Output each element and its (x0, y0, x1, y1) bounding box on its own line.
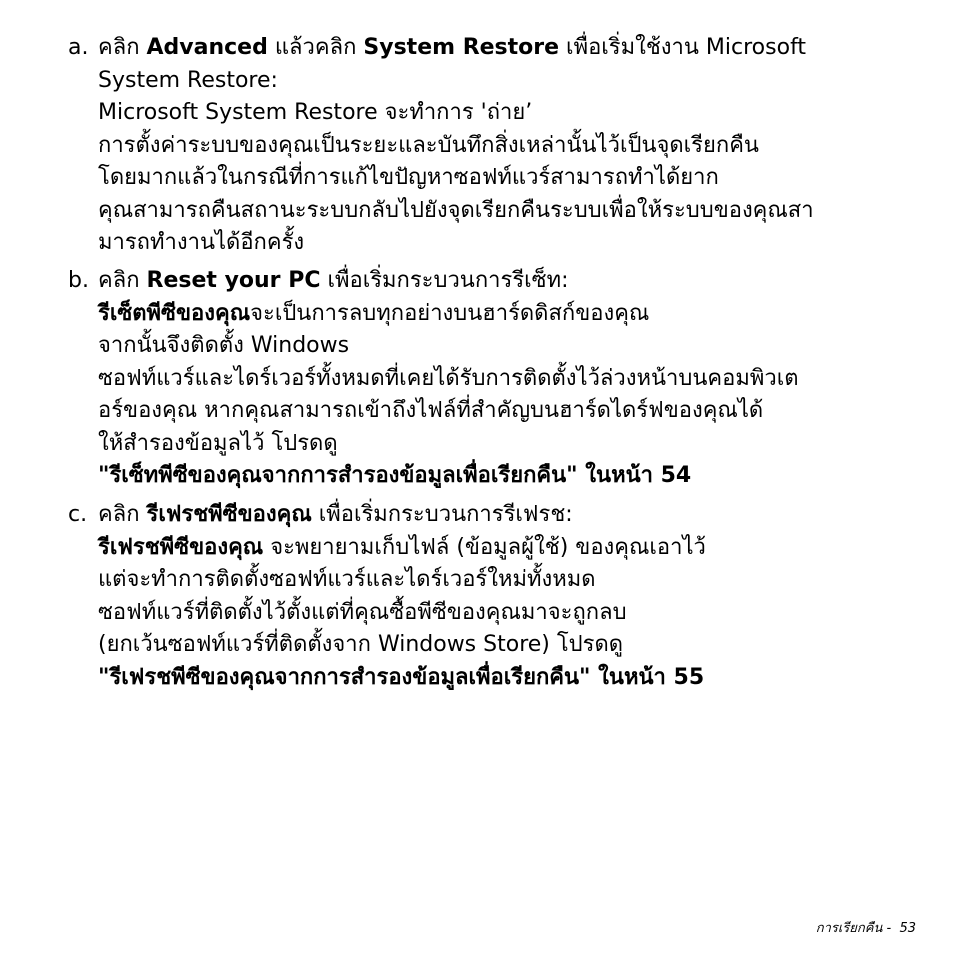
reset-your-pc-label: Reset your PC (146, 268, 321, 293)
item-b-line-2 (68, 298, 938, 331)
item-b-line-3: จากนั้นจึงติดตั้ง Windows (98, 333, 350, 358)
item-b-line-5: อร์ของคุณ หากคุณสามารถเข้าถึงไฟล์ที่สำคัญบนฮาร์ดไดร์ฟของคุณได้ (98, 398, 764, 423)
item-a-line-5: โดยมากแล้วในกรณีที่การแก้ไขปัญหาซอฟท์แวร์สามารถทำได้ยาก (98, 165, 719, 190)
item-a-line-4: การตั้งค่าระบบของคุณเป็นระยะและบันทึกสิ่งเหล่านั้นไว้เป็นจุดเรียกคืน (98, 132, 759, 158)
list-item-c (68, 499, 938, 694)
item-c-text: เพื่อเริ่มกระบวนการรีเฟรช: (311, 502, 573, 527)
item-a-text: เพื่อเริ่มใช้งาน Microsoft (559, 35, 807, 60)
item-a-text: แล้วคลิก (267, 35, 364, 60)
item-c-line-2 (68, 532, 938, 565)
advanced-label: Advanced (146, 35, 268, 60)
item-b-line-7 (68, 460, 938, 493)
footer-section-title: การเรียกคืน - (815, 921, 892, 936)
item-a-line-1 (68, 32, 938, 65)
item-c-marker: c. (68, 502, 88, 527)
item-b-text: คลิก (98, 268, 147, 293)
item-c-line-4: ซอฟท์แวร์ที่ติดตั้งไว้ตั้งแต่ที่คุณซื้อพีซีของคุณมาจะถูกลบ (98, 599, 627, 625)
item-a-text: คลิก (98, 35, 147, 60)
page-number: 53 (899, 921, 916, 936)
item-c-line-6 (68, 662, 938, 695)
item-c-text: จะพยายามเก็บไฟล์ (ข้อมูลผู้ใช้) ของคุณเอาไว้ (263, 534, 706, 560)
item-b-line-6: ให้สำรองข้อมูลไว้ โปรดดู (98, 430, 338, 456)
item-c-line-5: (ยกเว้นซอฟท์แวร์ที่ติดตั้งจาก Windows Store) โปรดดู (98, 632, 624, 657)
system-restore-label: System Restore (363, 35, 560, 60)
item-b-line-4: ซอฟท์แวร์และไดร์เวอร์ทั้งหมดที่เคยได้รับการติดตั้งไว้ล่วงหน้าบนคอมพิวเต (98, 365, 799, 391)
page-footer (816, 917, 916, 938)
refresh-pc-label: รีเฟรชพีซีของคุณ (146, 502, 312, 527)
item-b-text: จะเป็นการลบทุกอย่างบนฮาร์ดดิสก์ของคุณ (250, 300, 650, 326)
item-c-line-3: แต่จะทำการติดตั้งซอฟท์แวร์และไดร์เวอร์ใหม่ทั้งหมด (98, 567, 596, 592)
list-item-b (68, 265, 938, 493)
refresh-pc-crossref-link[interactable]: "รีเฟรชพีซีของคุณจากการสำรองข้อมูลเพื่อเรียกคืน" ในหน้า 55 (98, 664, 705, 690)
item-a-line-6: คุณสามารถคืนสถานะระบบกลับไปยังจุดเรียกคืนระบบเพื่อให้ระบบของคุณสา (98, 197, 814, 223)
item-b-line-1 (68, 265, 938, 298)
item-a-line-3: Microsoft System Restore จะทำการ 'ถ่าย’ (98, 100, 533, 125)
refresh-pc-term: รีเฟรชพีซีของคุณ (98, 534, 264, 560)
item-b-marker: b. (68, 268, 89, 293)
item-b-text: เพื่อเริ่มกระบวนการรีเซ็ท: (320, 268, 569, 293)
item-c-text: คลิก (98, 502, 147, 527)
reset-pc-term: รีเซ็ตพีซีของคุณ (98, 300, 251, 326)
item-a-line-2: System Restore: (98, 67, 278, 93)
list-item-a (68, 32, 938, 260)
item-a-line-7: มารถทำงานได้อีกครั้ง (98, 230, 305, 255)
item-c-line-1 (68, 499, 938, 532)
reset-pc-crossref-link[interactable]: "รีเซ็ทพีซีของคุณจากการสำรองข้อมูลเพื่อเรียกคืน" ในหน้า 54 (98, 463, 692, 488)
item-a-marker: a. (68, 35, 89, 60)
